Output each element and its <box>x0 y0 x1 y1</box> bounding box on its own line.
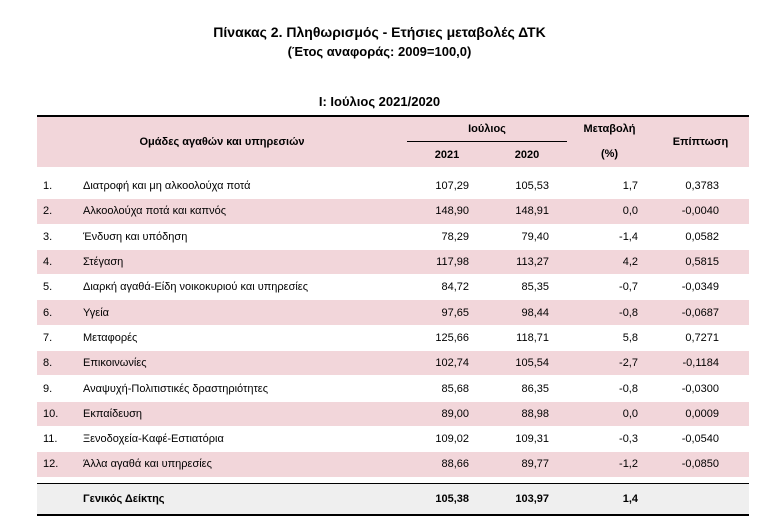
header-change-unit: (%) <box>567 142 652 168</box>
header-year-2020: 2020 <box>487 142 567 168</box>
row-number: 8. <box>37 351 81 376</box>
header-impact: Επίπτωση <box>652 116 749 167</box>
table-body <box>37 167 749 515</box>
row-group-name: Αλκοολούχα ποτά και καπνός <box>81 199 407 224</box>
row-value-2021: 102,74 <box>407 351 487 376</box>
row-group-name: Ένδυση και υπόδηση <box>81 224 407 249</box>
total-label: Γενικός Δείκτης <box>81 483 407 515</box>
row-group-name: Εκπαίδευση <box>81 401 407 426</box>
table-row <box>37 426 749 451</box>
row-change: -1,2 <box>567 452 652 477</box>
total-impact <box>652 483 749 515</box>
table-subtitle: (Έτος αναφοράς: 2009=100,0) <box>287 44 472 59</box>
row-value-2021: 107,29 <box>407 174 487 199</box>
row-group-name: Άλλα αγαθά και υπηρεσίες <box>81 452 407 477</box>
row-group-name: Ξενοδοχεία-Καφέ-Εστιατόρια <box>81 426 407 451</box>
row-impact: -0,1184 <box>652 351 749 376</box>
row-change: -0,3 <box>567 426 652 451</box>
row-impact: 0,0009 <box>652 401 749 426</box>
row-number: 2. <box>37 199 81 224</box>
row-number: 7. <box>37 325 81 350</box>
row-value-2020: 118,71 <box>487 325 567 350</box>
row-number: 11. <box>37 426 81 451</box>
row-group-name: Διατροφή και μη αλκοολούχα ποτά <box>81 174 407 199</box>
row-value-2021: 78,29 <box>407 224 487 249</box>
row-value-2020: 88,98 <box>487 401 567 426</box>
row-value-2020: 98,44 <box>487 300 567 325</box>
row-number: 6. <box>37 300 81 325</box>
row-number: 1. <box>37 174 81 199</box>
row-number: 3. <box>37 224 81 249</box>
row-change: -1,4 <box>567 224 652 249</box>
table-row <box>37 174 749 199</box>
row-change: -0,8 <box>567 300 652 325</box>
row-change: 1,7 <box>567 174 652 199</box>
table-row <box>37 351 749 376</box>
total-number <box>37 483 81 515</box>
row-change: 0,0 <box>567 199 652 224</box>
row-impact: -0,0540 <box>652 426 749 451</box>
row-value-2020: 79,40 <box>487 224 567 249</box>
row-group-name: Υγεία <box>81 300 407 325</box>
row-value-2021: 109,02 <box>407 426 487 451</box>
row-group-name: Διαρκή αγαθά-Είδη νοικοκυριού και υπηρεσίες <box>81 275 407 300</box>
row-value-2020: 86,35 <box>487 376 567 401</box>
row-number: 4. <box>37 249 81 274</box>
row-impact: -0,0850 <box>652 452 749 477</box>
row-value-2020: 89,77 <box>487 452 567 477</box>
row-value-2021: 148,90 <box>407 199 487 224</box>
table-row <box>37 452 749 477</box>
row-number: 9. <box>37 376 81 401</box>
row-value-2020: 105,53 <box>487 174 567 199</box>
row-impact: -0,0349 <box>652 275 749 300</box>
header-year-2021: 2021 <box>407 142 487 168</box>
row-impact: -0,0687 <box>652 300 749 325</box>
row-group-name: Επικοινωνίες <box>81 351 407 376</box>
table-row <box>37 376 749 401</box>
total-value-2021: 105,38 <box>407 483 487 515</box>
row-value-2020: 148,91 <box>487 199 567 224</box>
row-impact: 0,7271 <box>652 325 749 350</box>
row-number: 5. <box>37 275 81 300</box>
row-change: 4,2 <box>567 249 652 274</box>
table-title: Πίνακας 2. Πληθωρισμός - Ετήσιες μεταβολές ΔΤΚ <box>213 24 546 40</box>
table-row <box>37 199 749 224</box>
table-row <box>37 275 749 300</box>
row-value-2021: 97,65 <box>407 300 487 325</box>
table-row <box>37 325 749 350</box>
row-change: -2,7 <box>567 351 652 376</box>
row-change: -0,7 <box>567 275 652 300</box>
row-impact: -0,0300 <box>652 376 749 401</box>
row-value-2020: 105,54 <box>487 351 567 376</box>
header-groups: Ομάδες αγαθών και υπηρεσιών <box>37 116 407 167</box>
row-group-name: Στέγαση <box>81 249 407 274</box>
row-number: 12. <box>37 452 81 477</box>
row-group-name: Μεταφορές <box>81 325 407 350</box>
table-row <box>37 224 749 249</box>
row-value-2021: 125,66 <box>407 325 487 350</box>
total-row <box>37 483 749 515</box>
row-change: 0,0 <box>567 401 652 426</box>
row-impact: 0,5815 <box>652 249 749 274</box>
row-change: 5,8 <box>567 325 652 350</box>
row-value-2021: 88,66 <box>407 452 487 477</box>
total-value-2020: 103,97 <box>487 483 567 515</box>
row-impact: 0,0582 <box>652 224 749 249</box>
row-value-2021: 117,98 <box>407 249 487 274</box>
section-title: Ι: Ιούλιος 2021/2020 <box>318 94 441 109</box>
row-value-2021: 85,68 <box>407 376 487 401</box>
cpi-table <box>37 115 749 516</box>
row-change: -0,8 <box>567 376 652 401</box>
row-value-2020: 85,35 <box>487 275 567 300</box>
table-row <box>37 401 749 426</box>
row-value-2020: 113,27 <box>487 249 567 274</box>
row-number: 10. <box>37 401 81 426</box>
row-impact: -0,0040 <box>652 199 749 224</box>
row-value-2021: 89,00 <box>407 401 487 426</box>
header-month: Ιούλιος <box>407 116 567 142</box>
row-value-2020: 109,31 <box>487 426 567 451</box>
table-row <box>37 249 749 274</box>
header-change: Μεταβολή <box>567 116 652 142</box>
row-group-name: Αναψυχή-Πολιτιστικές δραστηριότητες <box>81 376 407 401</box>
row-impact: 0,3783 <box>652 174 749 199</box>
row-value-2021: 84,72 <box>407 275 487 300</box>
total-change: 1,4 <box>567 483 652 515</box>
table-row <box>37 300 749 325</box>
